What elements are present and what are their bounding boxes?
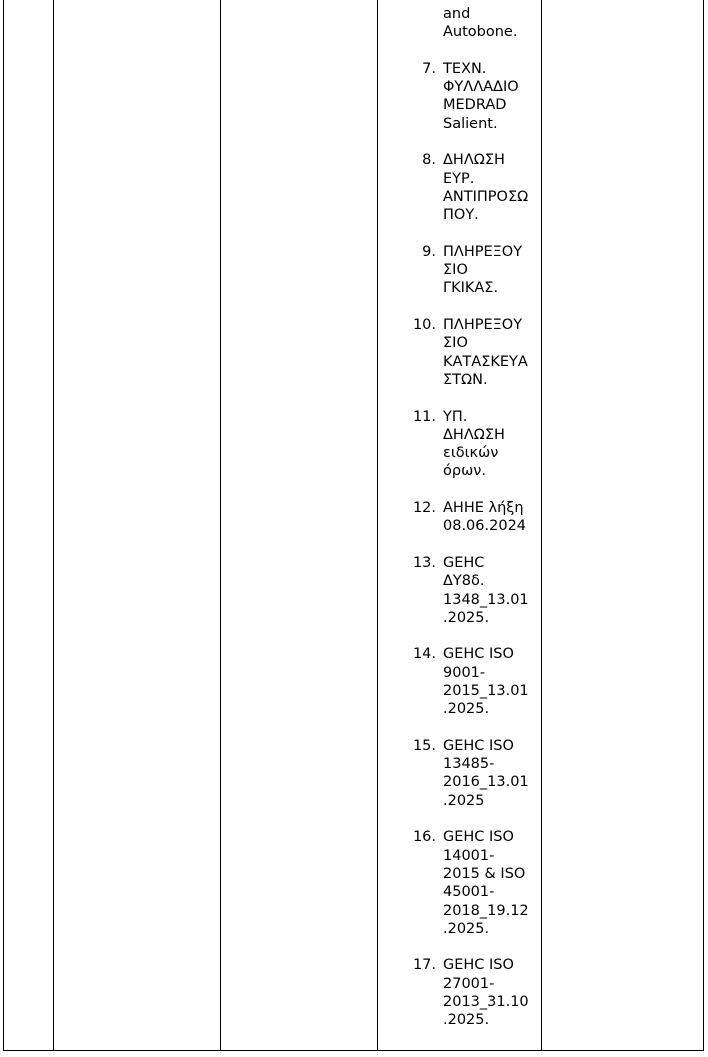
- list-item-line: 2015 & ISO: [443, 865, 526, 882]
- list-item: [380, 737, 544, 810]
- list-item-number: 10.: [412, 317, 436, 334]
- list-item: [380, 60, 544, 133]
- list-item-line: GEHC ISO: [443, 737, 514, 754]
- list-item-number: 13.: [412, 554, 436, 571]
- list-item-line: 2013_31.10: [443, 994, 529, 1011]
- list-item-number: 17.: [412, 957, 436, 974]
- list-item-number: 9.: [422, 243, 436, 260]
- table-cell-specification: [221, 0, 377, 1050]
- list-item-line: ΑΝΤΙΠΡΟΣΩ: [443, 188, 529, 205]
- list-item-line: ΓΚΙΚΑΣ.: [443, 280, 499, 297]
- list-item-continued: [380, 5, 544, 42]
- list-item-line: ΑΗΗΕ λήξη: [443, 500, 524, 517]
- list-item-line: .2025.: [443, 1012, 490, 1029]
- list-item-line: ΣΤΩΝ.: [443, 371, 488, 388]
- list-item-line: GEHC ISO: [443, 957, 514, 974]
- column-divider-3: [377, 0, 378, 1050]
- list-item-line: GEHC ISO: [443, 646, 514, 663]
- list-item-line: ΣΙΟ: [443, 262, 468, 279]
- table-cell-description: [54, 0, 220, 1050]
- list-item-line: GEHC: [443, 554, 485, 571]
- list-item-line: ΠΛΗΡΕΞΟΥ: [443, 317, 523, 334]
- list-item-line: ΔΗΛΩΣΗ: [443, 152, 505, 169]
- list-item-line: ΠΛΗΡΕΞΟΥ: [443, 243, 523, 260]
- list-item-line: GEHC ISO: [443, 829, 514, 846]
- list-item-line: 13485-: [443, 756, 495, 773]
- list-item: [380, 499, 544, 536]
- list-item-line: ΥΠ.: [443, 408, 468, 425]
- list-item-number: 14.: [412, 646, 436, 663]
- list-item: [380, 243, 544, 298]
- list-item: [380, 828, 544, 938]
- list-item-line: ΔΗΛΩΣΗ: [443, 426, 505, 443]
- list-item-line: ειδικών: [443, 445, 499, 462]
- list-item-line: 1348_13.01: [443, 591, 529, 608]
- list-item: [380, 554, 544, 627]
- documents-table: [3, 0, 704, 1051]
- list-item-line: .2025: [443, 792, 485, 809]
- list-item-line: όρων.: [443, 463, 486, 480]
- list-item: [380, 408, 544, 481]
- list-item-line: ΠΟΥ.: [443, 207, 479, 224]
- list-item-line: ΦΥΛΛΑΔΙΟ: [443, 79, 519, 96]
- list-item-number: 11.: [412, 408, 436, 425]
- list-item-line: .2025.: [443, 701, 490, 718]
- list-item-line: 2016_13.01: [443, 774, 529, 791]
- list-item-number: 8.: [422, 152, 436, 169]
- list-item-line: ΚΑΤΑΣΚΕΥΑ: [443, 353, 528, 370]
- list-item: [380, 151, 544, 224]
- list-item-number: 15.: [412, 737, 436, 754]
- list-item-line: 9001-: [443, 664, 486, 681]
- list-item-line: 08.06.2024: [443, 518, 527, 535]
- list-item-number: 12.: [412, 500, 436, 517]
- list-item-line: Salient.: [443, 115, 498, 132]
- list-item-line: Autobone.: [443, 24, 518, 41]
- list-item: [380, 956, 544, 1029]
- list-item-line: ΣΙΟ: [443, 335, 468, 352]
- list-item-line: 2018_19.12: [443, 902, 529, 919]
- list-item-number: 16.: [412, 829, 436, 846]
- list-item-line: .2025.: [443, 609, 490, 626]
- list-item-line: .2025.: [443, 920, 490, 937]
- list-item-line: 45001-: [443, 884, 495, 901]
- list-item: [380, 316, 544, 389]
- list-item-number: 7.: [422, 60, 436, 77]
- list-item-line: 27001-: [443, 975, 495, 992]
- list-item-line: 14001-: [443, 847, 495, 864]
- list-item-line: ΔΥ8δ.: [443, 573, 485, 590]
- list-item-line: ΤΕΧΝ.: [443, 60, 487, 77]
- list-item-line: ΕΥΡ.: [443, 170, 475, 187]
- table-cell-remarks: [542, 0, 703, 1050]
- list-item-line: 2015_13.01: [443, 682, 529, 699]
- table-cell-index: [4, 0, 53, 1050]
- list-item-line: and: [443, 6, 471, 22]
- attached-documents-list: [380, 5, 544, 1048]
- list-item: [380, 645, 544, 718]
- list-item-line: MEDRAD: [443, 97, 507, 114]
